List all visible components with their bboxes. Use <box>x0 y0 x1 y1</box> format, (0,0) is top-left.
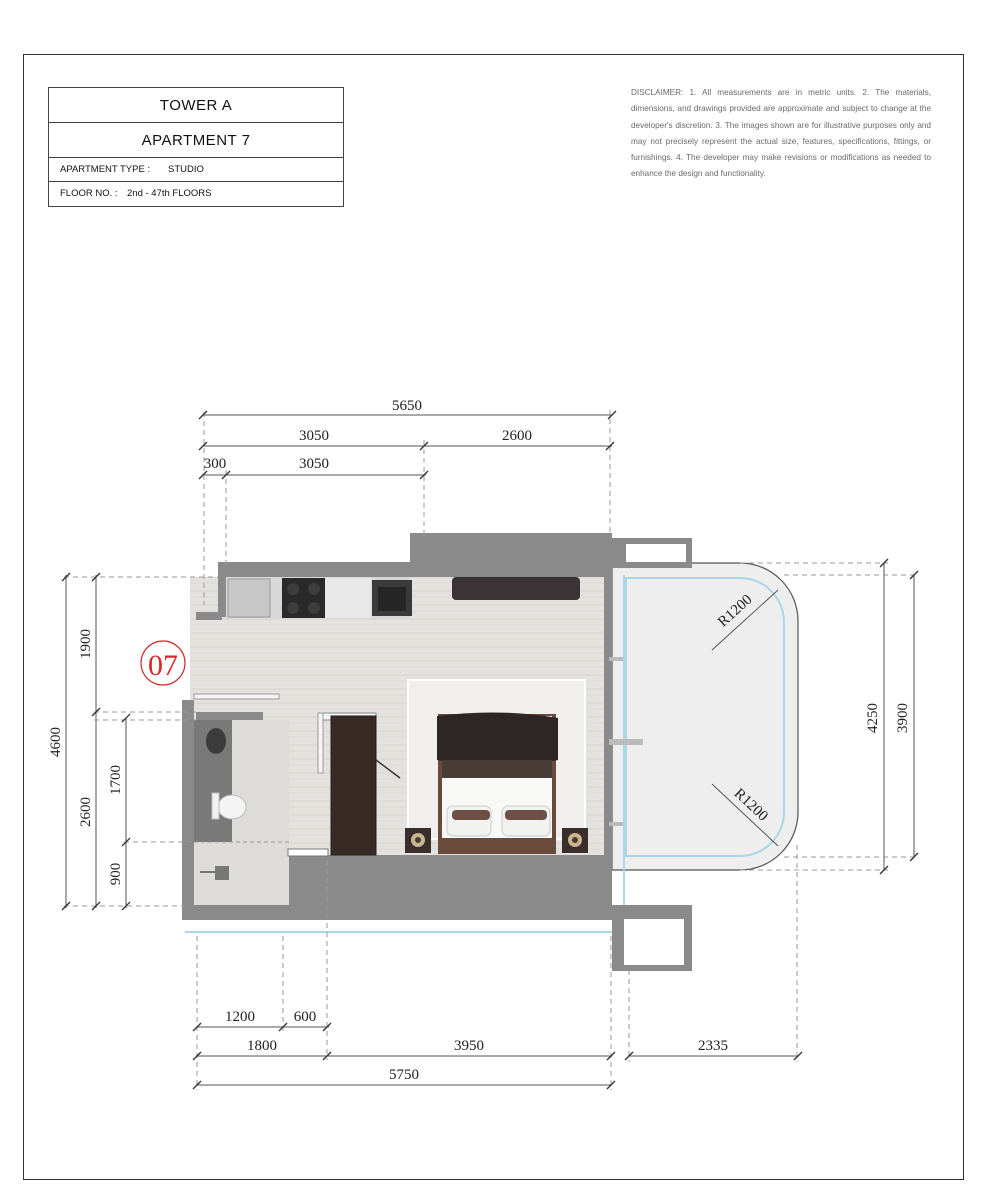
dim-right-outer: 4250 <box>865 703 881 733</box>
dim-balcony-width: 2335 <box>698 1038 728 1054</box>
shower-drain <box>215 866 229 880</box>
dim-radius-top: R1200 <box>715 591 756 631</box>
dim-bottom-c: 1800 <box>247 1038 277 1054</box>
dim-top-small: 300 <box>203 456 227 472</box>
dim-bottom-d: 3950 <box>454 1038 484 1054</box>
fridge <box>228 579 270 617</box>
floor-label: FLOOR NO. : <box>60 188 118 199</box>
unit-marker-label: 07 <box>148 649 178 682</box>
wardrobe <box>331 716 376 855</box>
dim-bottom-total: 5750 <box>389 1067 419 1083</box>
nightstand-left <box>405 828 431 853</box>
dim-top-total: 5650 <box>392 398 422 414</box>
dim-left-total: 4600 <box>48 727 64 757</box>
dim-left-mid: 1700 <box>108 765 124 795</box>
dim-left-upper: 1900 <box>78 629 94 659</box>
apartment-title: APARTMENT 7 <box>49 123 343 158</box>
bed <box>437 712 558 854</box>
kitchen <box>226 577 412 619</box>
toilet <box>218 795 246 819</box>
dim-right-inner: 3900 <box>895 703 911 733</box>
apartment-type-label: APARTMENT TYPE : <box>60 164 151 175</box>
nightstand-right <box>562 828 588 853</box>
floor-value: 2nd - 47th FLOORS <box>127 188 212 199</box>
dim-radius-bottom: R1200 <box>730 785 771 825</box>
balcony <box>612 563 798 905</box>
dim-left-bottom: 900 <box>108 862 124 886</box>
tv-console <box>452 577 580 600</box>
dim-left-lower: 2600 <box>78 797 94 827</box>
dim-bottom-a: 1200 <box>225 1009 255 1025</box>
dim-bottom-b: 600 <box>293 1009 317 1025</box>
dim-top-right: 2600 <box>502 428 532 444</box>
unit-marker <box>141 641 185 685</box>
apartment-type-value: STUDIO <box>168 164 204 175</box>
cooktop <box>282 578 325 618</box>
dim-top-left: 3050 <box>299 428 329 444</box>
tower-title: TOWER A <box>49 88 343 123</box>
disclaimer-text: DISCLAIMER: 1. All measurements are in metric units. 2. The materials, dimensions, and drawings provided are approximate and subject to change at the developer's discretion. 3. The images shown are for illustrative purposes only and may not precisely represent the actual size, features, specifications, fittings, or furnishings. 4. The developer may make revisions or modifications as needed to enhance the design and functionality. <box>631 88 931 179</box>
dim-top-inner: 3050 <box>299 456 329 472</box>
basin <box>206 728 226 754</box>
